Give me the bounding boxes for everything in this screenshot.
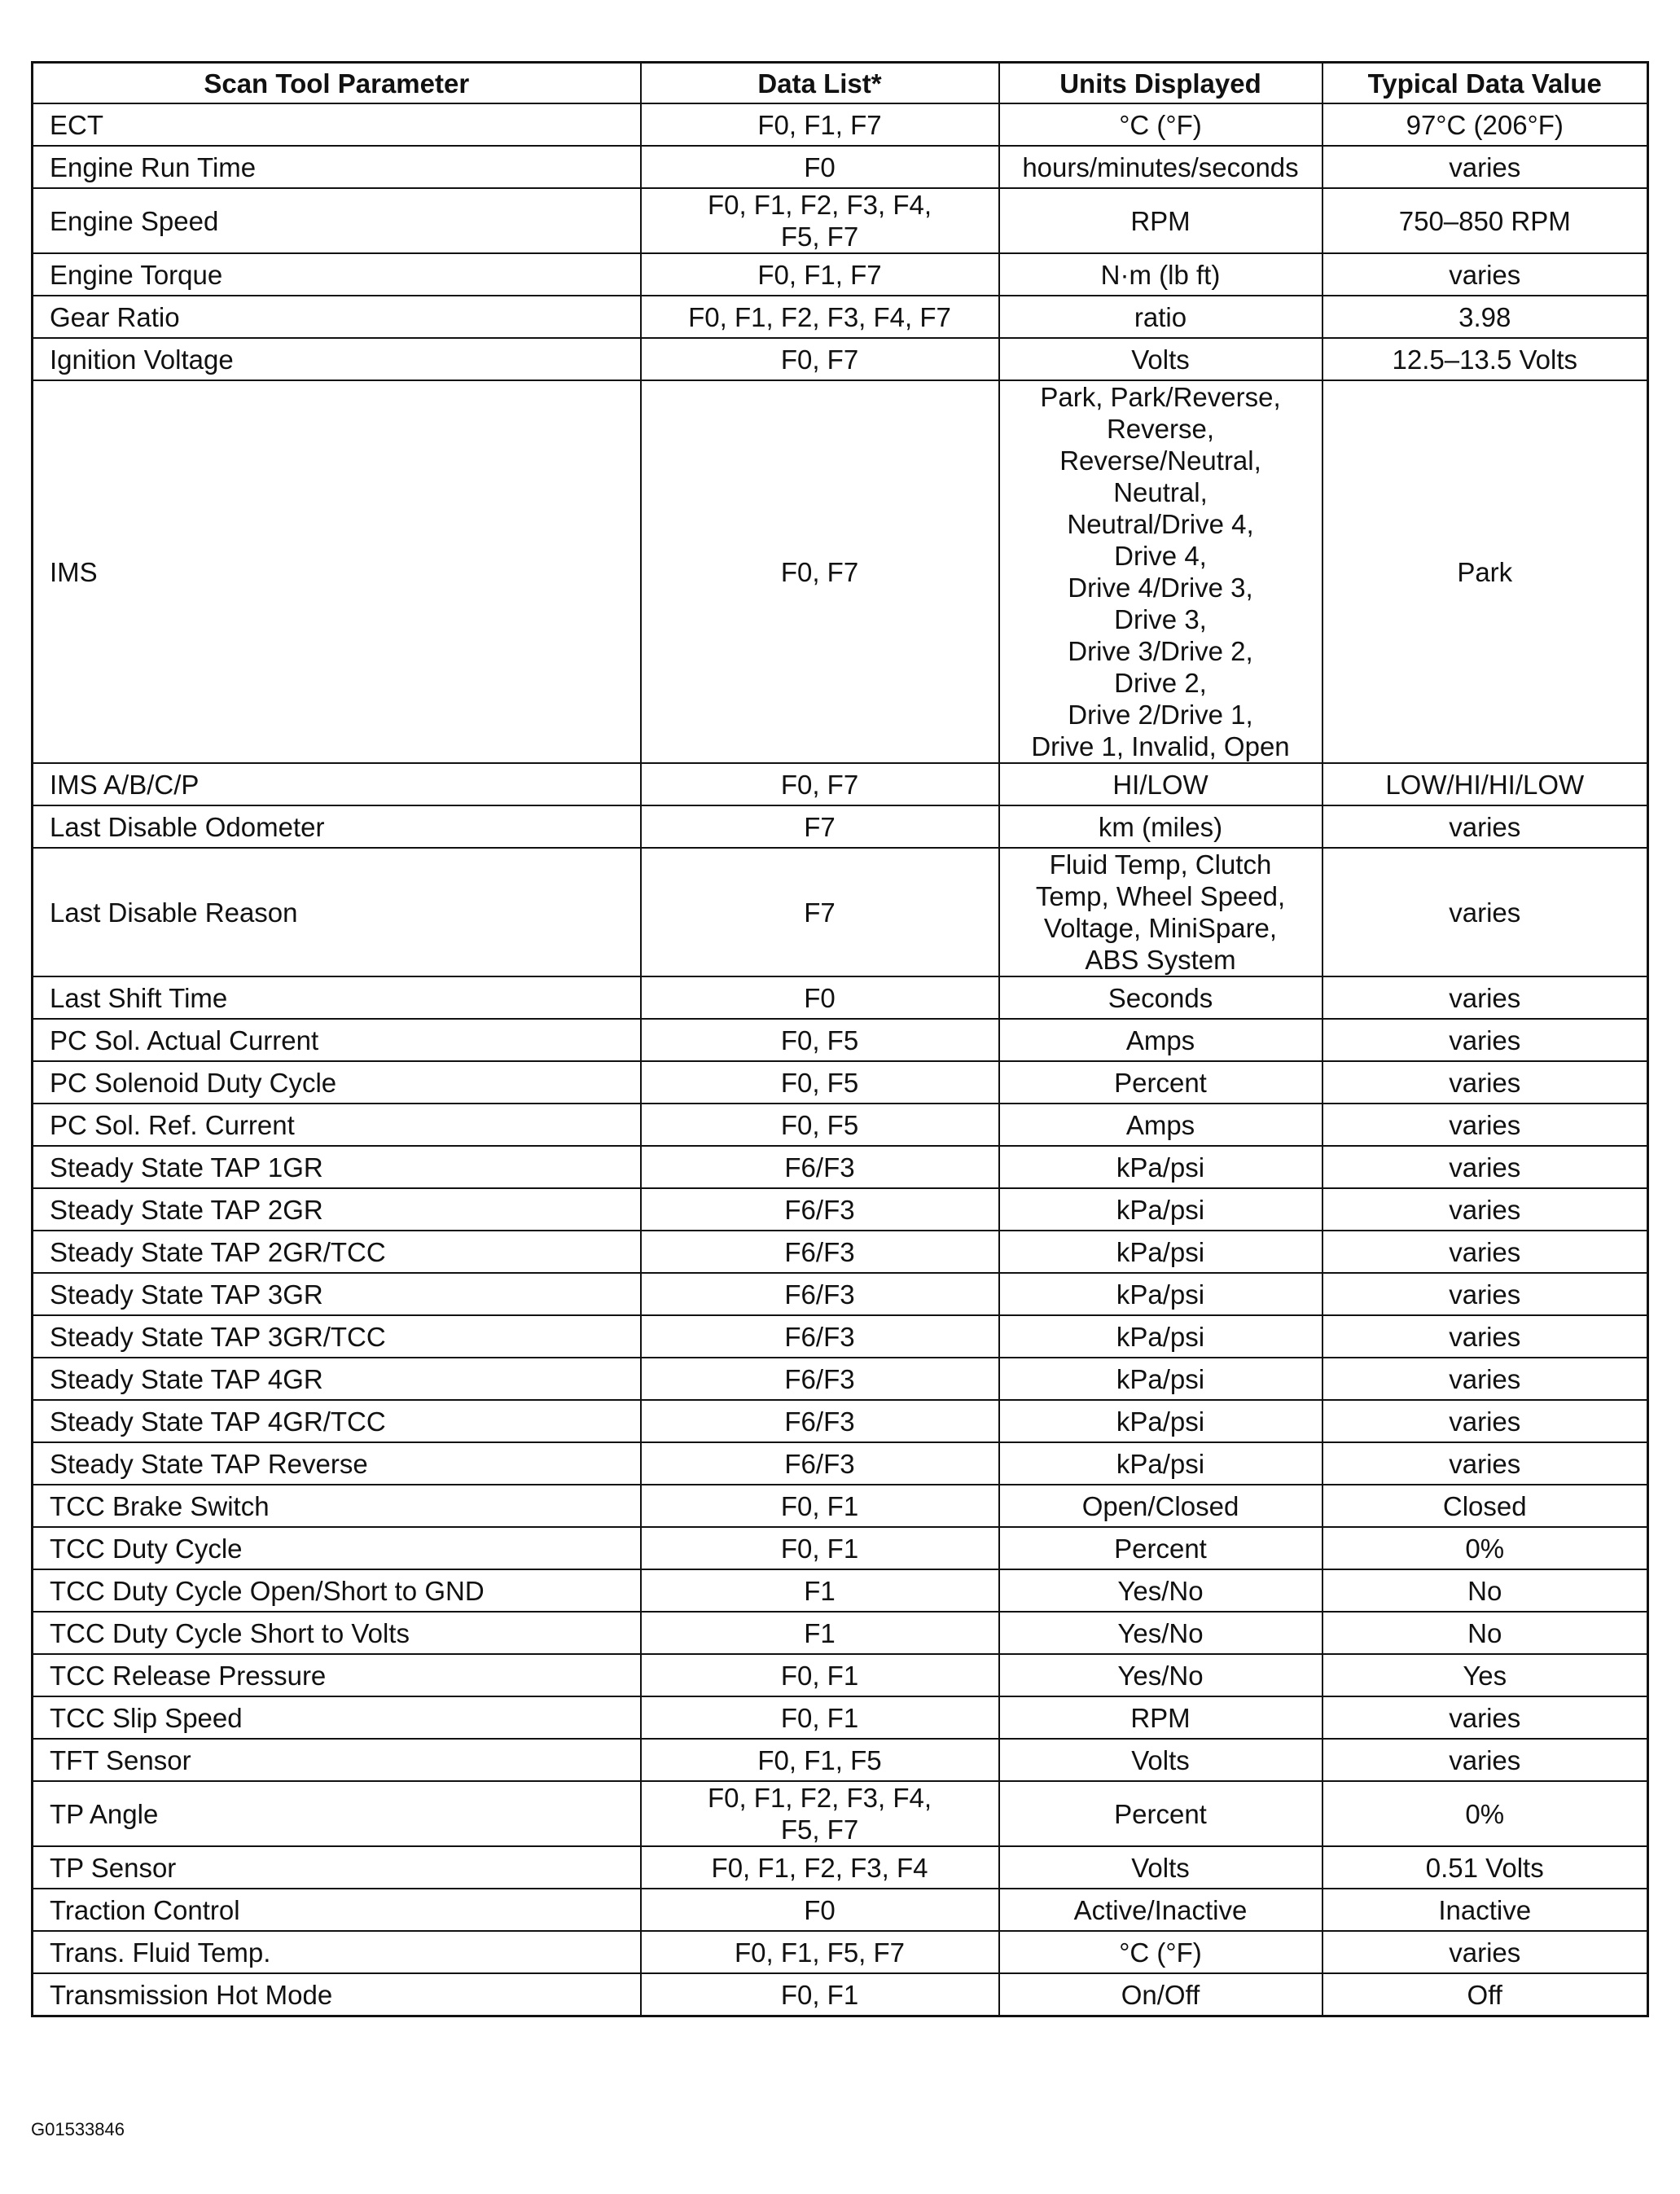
cell-units: Active/Inactive (999, 1889, 1323, 1931)
table-row (33, 1231, 1648, 1273)
table-row (33, 1188, 1648, 1231)
cell-units: kPa/psi (999, 1231, 1323, 1273)
cell-typical-value: Closed (1323, 1485, 1648, 1527)
cell-typical-value: varies (1323, 253, 1648, 296)
cell-parameter: Steady State TAP 1GR (33, 1146, 641, 1188)
cell-parameter: PC Sol. Actual Current (33, 1019, 641, 1061)
cell-typical-value: 12.5–13.5 Volts (1323, 338, 1648, 380)
cell-typical-value: Yes (1323, 1654, 1648, 1696)
table-row (33, 1527, 1648, 1569)
table-row (33, 1358, 1648, 1400)
cell-typical-value: varies (1323, 1315, 1648, 1358)
cell-units: Percent (999, 1061, 1323, 1104)
cell-data-list: F0, F1, F7 (641, 253, 999, 296)
table-row (33, 1696, 1648, 1739)
cell-data-list: F6/F3 (641, 1442, 999, 1485)
cell-typical-value: varies (1323, 1696, 1648, 1739)
cell-typical-value: varies (1323, 1061, 1648, 1104)
cell-data-list: F0, F1 (641, 1973, 999, 2016)
cell-typical-value: varies (1323, 848, 1648, 976)
cell-typical-value: 750–850 RPM (1323, 188, 1648, 253)
cell-units: kPa/psi (999, 1400, 1323, 1442)
cell-units: kPa/psi (999, 1188, 1323, 1231)
cell-typical-value: varies (1323, 1931, 1648, 1973)
cell-units: Yes/No (999, 1654, 1323, 1696)
cell-typical-value: No (1323, 1612, 1648, 1654)
cell-units: Percent (999, 1781, 1323, 1846)
cell-typical-value: Off (1323, 1973, 1648, 2016)
cell-typical-value: 97°C (206°F) (1323, 103, 1648, 146)
cell-data-list: F0, F5 (641, 1061, 999, 1104)
cell-data-list: F0, F7 (641, 380, 999, 763)
cell-units: kPa/psi (999, 1315, 1323, 1358)
cell-units: Amps (999, 1019, 1323, 1061)
cell-data-list: F0 (641, 1889, 999, 1931)
cell-units: kPa/psi (999, 1358, 1323, 1400)
cell-parameter: Ignition Voltage (33, 338, 641, 380)
cell-units: On/Off (999, 1973, 1323, 2016)
cell-data-list: F0 (641, 146, 999, 188)
cell-typical-value: LOW/HI/HI/LOW (1323, 763, 1648, 805)
cell-parameter: Trans. Fluid Temp. (33, 1931, 641, 1973)
cell-typical-value: 3.98 (1323, 296, 1648, 338)
cell-typical-value: 0% (1323, 1781, 1648, 1846)
table-row (33, 1146, 1648, 1188)
cell-data-list: F6/F3 (641, 1315, 999, 1358)
cell-data-list: F6/F3 (641, 1188, 999, 1231)
cell-typical-value: 0% (1323, 1527, 1648, 1569)
cell-parameter: Transmission Hot Mode (33, 1973, 641, 2016)
cell-parameter: TCC Duty Cycle Open/Short to GND (33, 1569, 641, 1612)
cell-parameter: TCC Brake Switch (33, 1485, 641, 1527)
cell-units: Percent (999, 1527, 1323, 1569)
cell-units: hours/minutes/seconds (999, 146, 1323, 188)
table-row (33, 1315, 1648, 1358)
cell-typical-value: varies (1323, 1273, 1648, 1315)
cell-parameter: Last Disable Reason (33, 848, 641, 976)
cell-data-list: F0, F7 (641, 763, 999, 805)
cell-typical-value: varies (1323, 1400, 1648, 1442)
cell-units: kPa/psi (999, 1273, 1323, 1315)
cell-parameter: Steady State TAP 4GR/TCC (33, 1400, 641, 1442)
cell-typical-value: varies (1323, 1739, 1648, 1781)
cell-units: RPM (999, 1696, 1323, 1739)
table-row (33, 1889, 1648, 1931)
cell-data-list: F0, F1, F2, F3, F4, F5, F7 (641, 188, 999, 253)
table-row (33, 1973, 1648, 2016)
table-row (33, 103, 1648, 146)
table-row (33, 1569, 1648, 1612)
cell-parameter: IMS A/B/C/P (33, 763, 641, 805)
cell-units: Fluid Temp, Clutch Temp, Wheel Speed, Voltage, MiniSpare, ABS System (999, 848, 1323, 976)
cell-units: RPM (999, 188, 1323, 253)
cell-parameter: Steady State TAP Reverse (33, 1442, 641, 1485)
cell-units: Volts (999, 1739, 1323, 1781)
table-row (33, 1442, 1648, 1485)
cell-parameter: Steady State TAP 3GR/TCC (33, 1315, 641, 1358)
cell-data-list: F6/F3 (641, 1400, 999, 1442)
cell-parameter: TFT Sensor (33, 1739, 641, 1781)
cell-typical-value: Inactive (1323, 1889, 1648, 1931)
cell-data-list: F0, F1 (641, 1654, 999, 1696)
cell-units: HI/LOW (999, 763, 1323, 805)
cell-data-list: F6/F3 (641, 1146, 999, 1188)
header-units-displayed: Units Displayed (999, 63, 1323, 104)
cell-typical-value: varies (1323, 1146, 1648, 1188)
cell-data-list: F7 (641, 805, 999, 848)
cell-units: Amps (999, 1104, 1323, 1146)
cell-parameter: Steady State TAP 3GR (33, 1273, 641, 1315)
cell-typical-value: varies (1323, 1358, 1648, 1400)
table-row (33, 1104, 1648, 1146)
cell-typical-value: varies (1323, 805, 1648, 848)
header-scan-tool-parameter: Scan Tool Parameter (33, 63, 641, 104)
cell-data-list: F0, F1, F7 (641, 103, 999, 146)
cell-units: °C (°F) (999, 103, 1323, 146)
cell-units: Open/Closed (999, 1485, 1323, 1527)
cell-parameter: IMS (33, 380, 641, 763)
cell-units: °C (°F) (999, 1931, 1323, 1973)
cell-parameter: TCC Duty Cycle (33, 1527, 641, 1569)
table-row (33, 1781, 1648, 1846)
table-row (33, 1654, 1648, 1696)
table-row (33, 1846, 1648, 1889)
table-row (33, 338, 1648, 380)
table-row (33, 1400, 1648, 1442)
figure-id: G01533846 (31, 2119, 125, 2139)
header-data-list: Data List* (641, 63, 999, 104)
table-row (33, 1612, 1648, 1654)
cell-data-list: F6/F3 (641, 1273, 999, 1315)
table-row (33, 848, 1648, 976)
cell-units: Volts (999, 338, 1323, 380)
cell-data-list: F0, F7 (641, 338, 999, 380)
cell-typical-value: Park (1323, 380, 1648, 763)
cell-typical-value: varies (1323, 1019, 1648, 1061)
cell-data-list: F6/F3 (641, 1358, 999, 1400)
cell-units: ratio (999, 296, 1323, 338)
cell-parameter: Last Shift Time (33, 976, 641, 1019)
cell-typical-value: varies (1323, 1188, 1648, 1231)
table-row (33, 805, 1648, 848)
cell-typical-value: varies (1323, 1442, 1648, 1485)
table-row (33, 146, 1648, 188)
table-row (33, 1931, 1648, 1973)
cell-parameter: PC Solenoid Duty Cycle (33, 1061, 641, 1104)
cell-parameter: ECT (33, 103, 641, 146)
cell-parameter: PC Sol. Ref. Current (33, 1104, 641, 1146)
table-row (33, 253, 1648, 296)
table-row (33, 1061, 1648, 1104)
cell-data-list: F6/F3 (641, 1231, 999, 1273)
cell-units: Seconds (999, 976, 1323, 1019)
cell-data-list: F7 (641, 848, 999, 976)
cell-typical-value: varies (1323, 1231, 1648, 1273)
table-row (33, 1739, 1648, 1781)
cell-units: km (miles) (999, 805, 1323, 848)
cell-parameter: TCC Duty Cycle Short to Volts (33, 1612, 641, 1654)
cell-data-list: F0, F1, F2, F3, F4 (641, 1846, 999, 1889)
cell-data-list: F0, F1, F2, F3, F4, F5, F7 (641, 1781, 999, 1846)
cell-parameter: Traction Control (33, 1889, 641, 1931)
cell-units: kPa/psi (999, 1442, 1323, 1485)
cell-parameter: Gear Ratio (33, 296, 641, 338)
cell-units: N·m (lb ft) (999, 253, 1323, 296)
cell-units: Yes/No (999, 1569, 1323, 1612)
table-row (33, 380, 1648, 763)
cell-data-list: F0, F5 (641, 1019, 999, 1061)
table-row (33, 188, 1648, 253)
cell-typical-value: No (1323, 1569, 1648, 1612)
header-typical-data-value: Typical Data Value (1323, 63, 1648, 104)
cell-units: Yes/No (999, 1612, 1323, 1654)
cell-units: kPa/psi (999, 1146, 1323, 1188)
table-row (33, 1485, 1648, 1527)
table-header-row (33, 63, 1648, 104)
cell-parameter: TCC Release Pressure (33, 1654, 641, 1696)
cell-parameter: TP Angle (33, 1781, 641, 1846)
cell-data-list: F0 (641, 976, 999, 1019)
cell-data-list: F0, F5 (641, 1104, 999, 1146)
cell-units: Volts (999, 1846, 1323, 1889)
table-row (33, 1273, 1648, 1315)
table-body (33, 103, 1648, 2016)
cell-data-list: F0, F1 (641, 1527, 999, 1569)
cell-parameter: TP Sensor (33, 1846, 641, 1889)
cell-parameter: Engine Run Time (33, 146, 641, 188)
table-row (33, 1019, 1648, 1061)
cell-typical-value: varies (1323, 146, 1648, 188)
cell-data-list: F1 (641, 1569, 999, 1612)
cell-parameter: Engine Speed (33, 188, 641, 253)
cell-typical-value: varies (1323, 1104, 1648, 1146)
cell-data-list: F0, F1, F2, F3, F4, F7 (641, 296, 999, 338)
table-row (33, 976, 1648, 1019)
table-row (33, 763, 1648, 805)
cell-data-list: F0, F1 (641, 1485, 999, 1527)
cell-units: Park, Park/Reverse, Reverse, Reverse/Neutral, Neutral, Neutral/Drive 4, Drive 4, Drive 4/Drive 3, Drive 3, Drive 3/Drive 2, Drive 2, Drive 2/Drive 1, Drive 1, Invalid, Open (999, 380, 1323, 763)
cell-data-list: F0, F1 (641, 1696, 999, 1739)
scan-tool-parameter-table (31, 61, 1649, 2017)
table-row (33, 296, 1648, 338)
cell-parameter: Last Disable Odometer (33, 805, 641, 848)
cell-parameter: TCC Slip Speed (33, 1696, 641, 1739)
cell-parameter: Engine Torque (33, 253, 641, 296)
cell-data-list: F0, F1, F5, F7 (641, 1931, 999, 1973)
cell-parameter: Steady State TAP 2GR/TCC (33, 1231, 641, 1273)
cell-data-list: F0, F1, F5 (641, 1739, 999, 1781)
cell-typical-value: 0.51 Volts (1323, 1846, 1648, 1889)
cell-data-list: F1 (641, 1612, 999, 1654)
cell-parameter: Steady State TAP 4GR (33, 1358, 641, 1400)
cell-typical-value: varies (1323, 976, 1648, 1019)
cell-parameter: Steady State TAP 2GR (33, 1188, 641, 1231)
